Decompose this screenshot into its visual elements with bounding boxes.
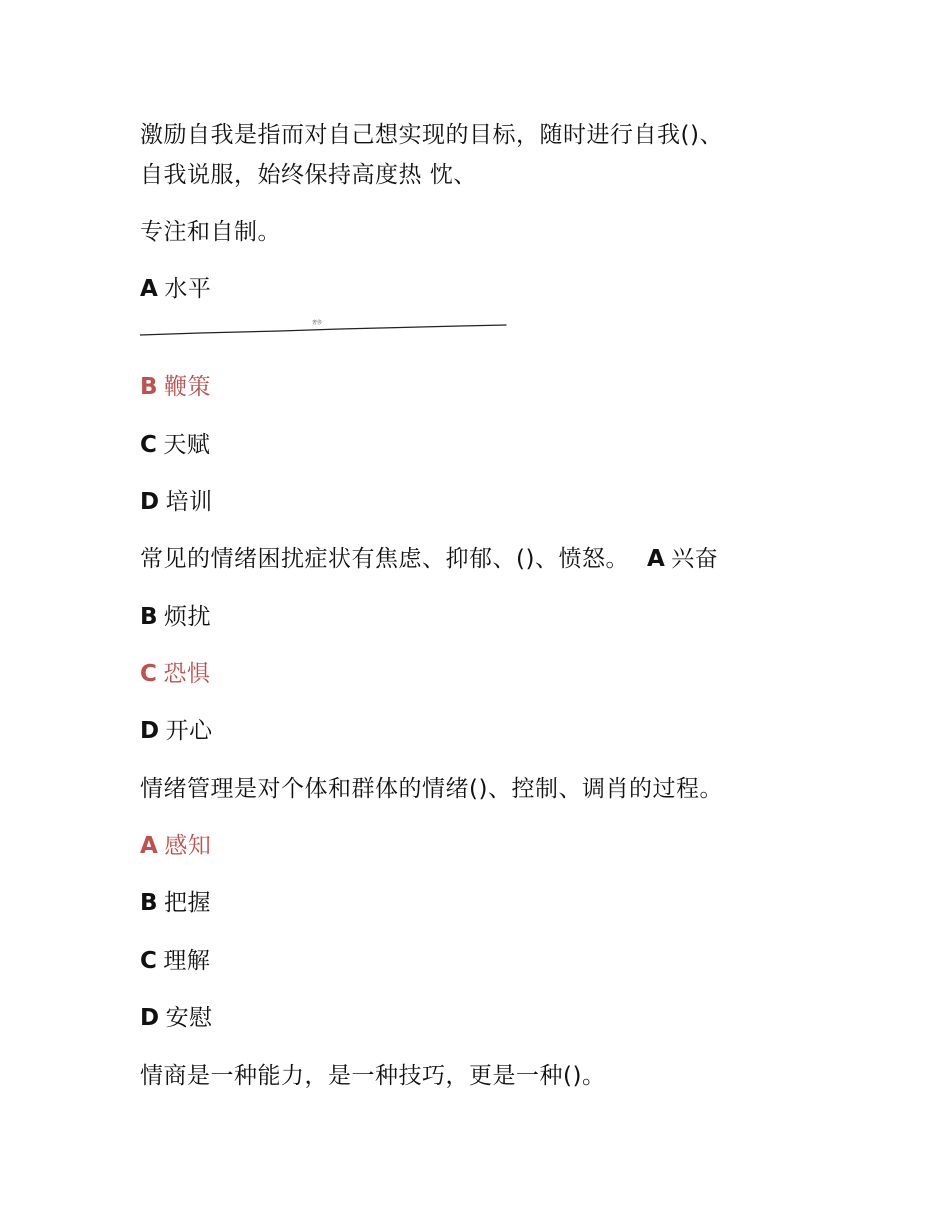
question-2-option-b bbox=[140, 602, 211, 632]
option-letter: B bbox=[140, 374, 159, 400]
option-letter: D bbox=[140, 489, 160, 515]
option-letter: B bbox=[140, 604, 159, 630]
option-letter: A bbox=[140, 276, 159, 302]
option-text: 安慰 bbox=[165, 1005, 213, 1031]
option-text: 兴奋 bbox=[671, 546, 719, 572]
question-1-stem-line-3: 专注和自制。 bbox=[140, 219, 281, 245]
question-1-stem-line-2: 自我说服，始终保持高度热 忱、 bbox=[140, 162, 477, 188]
question-3-stem: 情绪管理是对个体和群体的情绪()、控制、调肖的过程。 bbox=[140, 776, 723, 802]
question-2-stem-text: 常见的情绪困扰症状有焦虑、抑郁、()、愤怒。 bbox=[140, 546, 629, 572]
option-letter: C bbox=[140, 661, 158, 687]
option-text: 天赋 bbox=[163, 432, 211, 458]
question-1-stem-line-1: 激励自我是指而对自己想实现的目标，随时进行自我()、 bbox=[140, 122, 723, 148]
option-letter: C bbox=[140, 948, 158, 974]
question-1-option-b bbox=[140, 372, 211, 402]
option-text: 感知 bbox=[164, 833, 212, 859]
question-3-option-d bbox=[140, 1003, 213, 1033]
option-text: 水平 bbox=[164, 276, 212, 302]
question-1-option-c bbox=[140, 430, 210, 460]
option-text: 培训 bbox=[165, 489, 213, 515]
option-text: 开心 bbox=[165, 718, 213, 744]
question-2-option-c bbox=[140, 659, 210, 689]
divider-line bbox=[140, 318, 508, 340]
option-text: 把握 bbox=[164, 890, 212, 916]
question-2-option-a bbox=[647, 546, 718, 572]
option-letter: A bbox=[646, 546, 666, 572]
option-letter: D bbox=[140, 718, 160, 744]
question-3-option-b bbox=[140, 888, 211, 918]
page-divider bbox=[140, 318, 508, 340]
option-text: 鞭策 bbox=[164, 374, 212, 400]
option-letter: A bbox=[140, 833, 159, 859]
question-4-stem: 情商是一种能力，是一种技巧，更是一种()。 bbox=[140, 1063, 606, 1089]
option-letter: D bbox=[140, 1005, 160, 1031]
question-3-option-a bbox=[140, 831, 211, 861]
question-3-option-c bbox=[140, 946, 210, 976]
option-letter: B bbox=[140, 890, 159, 916]
question-1-option-a bbox=[140, 274, 211, 304]
divider-label: 奢侈 bbox=[312, 320, 323, 326]
question-1-option-d bbox=[140, 487, 213, 517]
question-2-stem bbox=[140, 544, 718, 574]
option-text: 烦扰 bbox=[164, 604, 212, 630]
question-2-option-d bbox=[140, 716, 213, 746]
option-text: 理解 bbox=[163, 948, 211, 974]
option-text: 恐惧 bbox=[163, 661, 211, 687]
option-letter: C bbox=[140, 432, 158, 458]
